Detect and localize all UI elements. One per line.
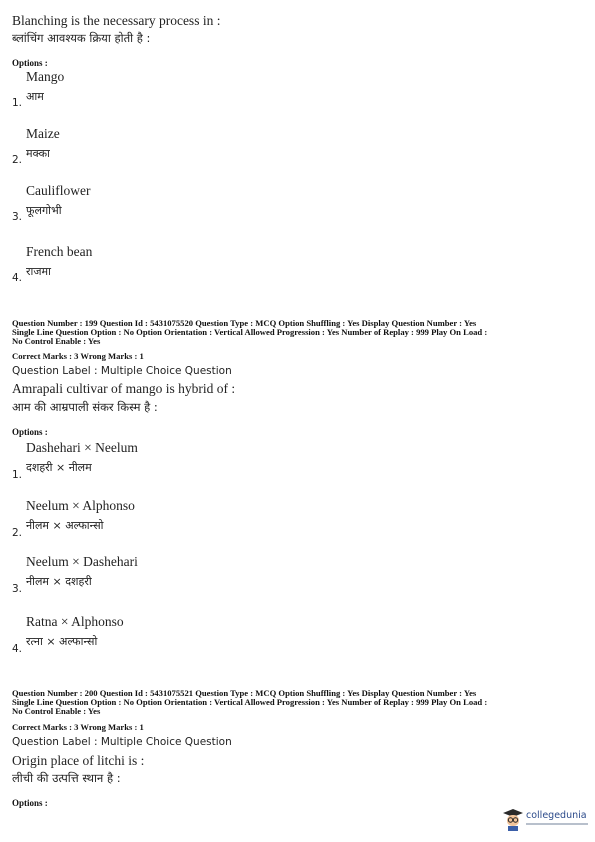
question-198-option-1-number: 1. xyxy=(12,97,23,109)
question-199-option-4-hi: रत्ना × अल्फान्सो xyxy=(26,635,98,648)
question-199-option-1-hi: दशहरी × नीलम xyxy=(26,461,92,474)
question-199-meta-line-1: Question Number : 199 Question Id : 5431075520 Question Type : MCQ Option Shuffling : Yes Display Question Number : Yes xyxy=(12,318,477,328)
question-200-meta-line-1: Question Number : 200 Question Id : 5431075521 Question Type : MCQ Option Shuffling : Yes Display Question Number : Yes xyxy=(12,688,477,698)
question-198-option-2-en: Maize xyxy=(26,126,60,141)
question-199-option-4-number: 4. xyxy=(12,643,23,655)
question-199-metadata xyxy=(12,319,584,347)
question-200-meta-line-3: No Control Enable : Yes xyxy=(12,706,101,717)
question-198-options-label: Options : xyxy=(12,58,48,68)
question-198-option-3-en: Cauliflower xyxy=(26,183,91,198)
question-198-option-4-hi: राजमा xyxy=(26,265,51,278)
question-199-option-1-number: 1. xyxy=(12,469,23,481)
question-199-option-3-hi: नीलम × दशहरी xyxy=(26,575,92,588)
question-200-marks: Correct Marks : 3 Wrong Marks : 1 xyxy=(12,722,144,732)
question-199-option-2-hi: नीलम × अल्फान्सो xyxy=(26,519,104,532)
question-200-label: Question Label : Multiple Choice Question xyxy=(12,736,232,748)
brand-name: collegedunia xyxy=(526,810,587,821)
question-198-option-3-hi: फूलगोभी xyxy=(26,204,62,217)
collegedunia-logo xyxy=(502,808,592,838)
question-199-option-1-en: Dashehari × Neelum xyxy=(26,440,138,455)
brand-tagline-decor xyxy=(526,823,588,825)
question-198-text-hi: ब्लांचिंग आवश्यक क्रिया होती है : xyxy=(12,31,151,45)
question-200-meta-line-2: Single Line Question Option : No Option Orientation : Vertical Allowed Progression : Yes Number of Replay : 999 Play On Load : xyxy=(12,697,488,708)
question-198-option-2-hi: मक्का xyxy=(26,147,50,160)
question-199-text-hi: आम की आम्रपाली संकर किस्म है : xyxy=(12,400,158,414)
question-199-option-2-en: Neelum × Alphonso xyxy=(26,498,135,513)
question-199-meta-line-2: Single Line Question Option : No Option Orientation : Vertical Allowed Progression : Yes Number of Replay : 999 Play On Load : xyxy=(12,327,488,338)
question-200-text-hi: लीची की उत्पत्ति स्थान है : xyxy=(12,771,121,785)
question-200-text-en: Origin place of litchi is : xyxy=(12,753,145,768)
question-198-option-4-en: French bean xyxy=(26,244,93,259)
question-198-option-1-hi: आम xyxy=(26,90,44,103)
question-198-option-1-en: Mango xyxy=(26,69,65,84)
question-199-text-en: Amrapali cultivar of mango is hybrid of : xyxy=(12,381,236,396)
question-199-option-2-number: 2. xyxy=(12,527,23,539)
question-198-option-4-number: 4. xyxy=(12,272,23,284)
question-198-option-2-number: 2. xyxy=(12,154,23,166)
question-199-options-label: Options : xyxy=(12,427,48,437)
question-198-option-3-number: 3. xyxy=(12,211,23,223)
question-200-metadata xyxy=(12,689,584,717)
question-199-option-4-en: Ratna × Alphonso xyxy=(26,614,124,629)
mascot-icon xyxy=(502,808,524,832)
question-199-option-3-number: 3. xyxy=(12,583,23,595)
question-199-option-3-en: Neelum × Dashehari xyxy=(26,554,138,569)
question-200-options-label: Options : xyxy=(12,798,48,808)
question-199-meta-line-3: No Control Enable : Yes xyxy=(12,336,101,347)
question-198-text-en: Blanching is the necessary process in : xyxy=(12,13,221,28)
question-199-marks: Correct Marks : 3 Wrong Marks : 1 xyxy=(12,351,144,361)
question-199-label: Question Label : Multiple Choice Question xyxy=(12,365,232,377)
